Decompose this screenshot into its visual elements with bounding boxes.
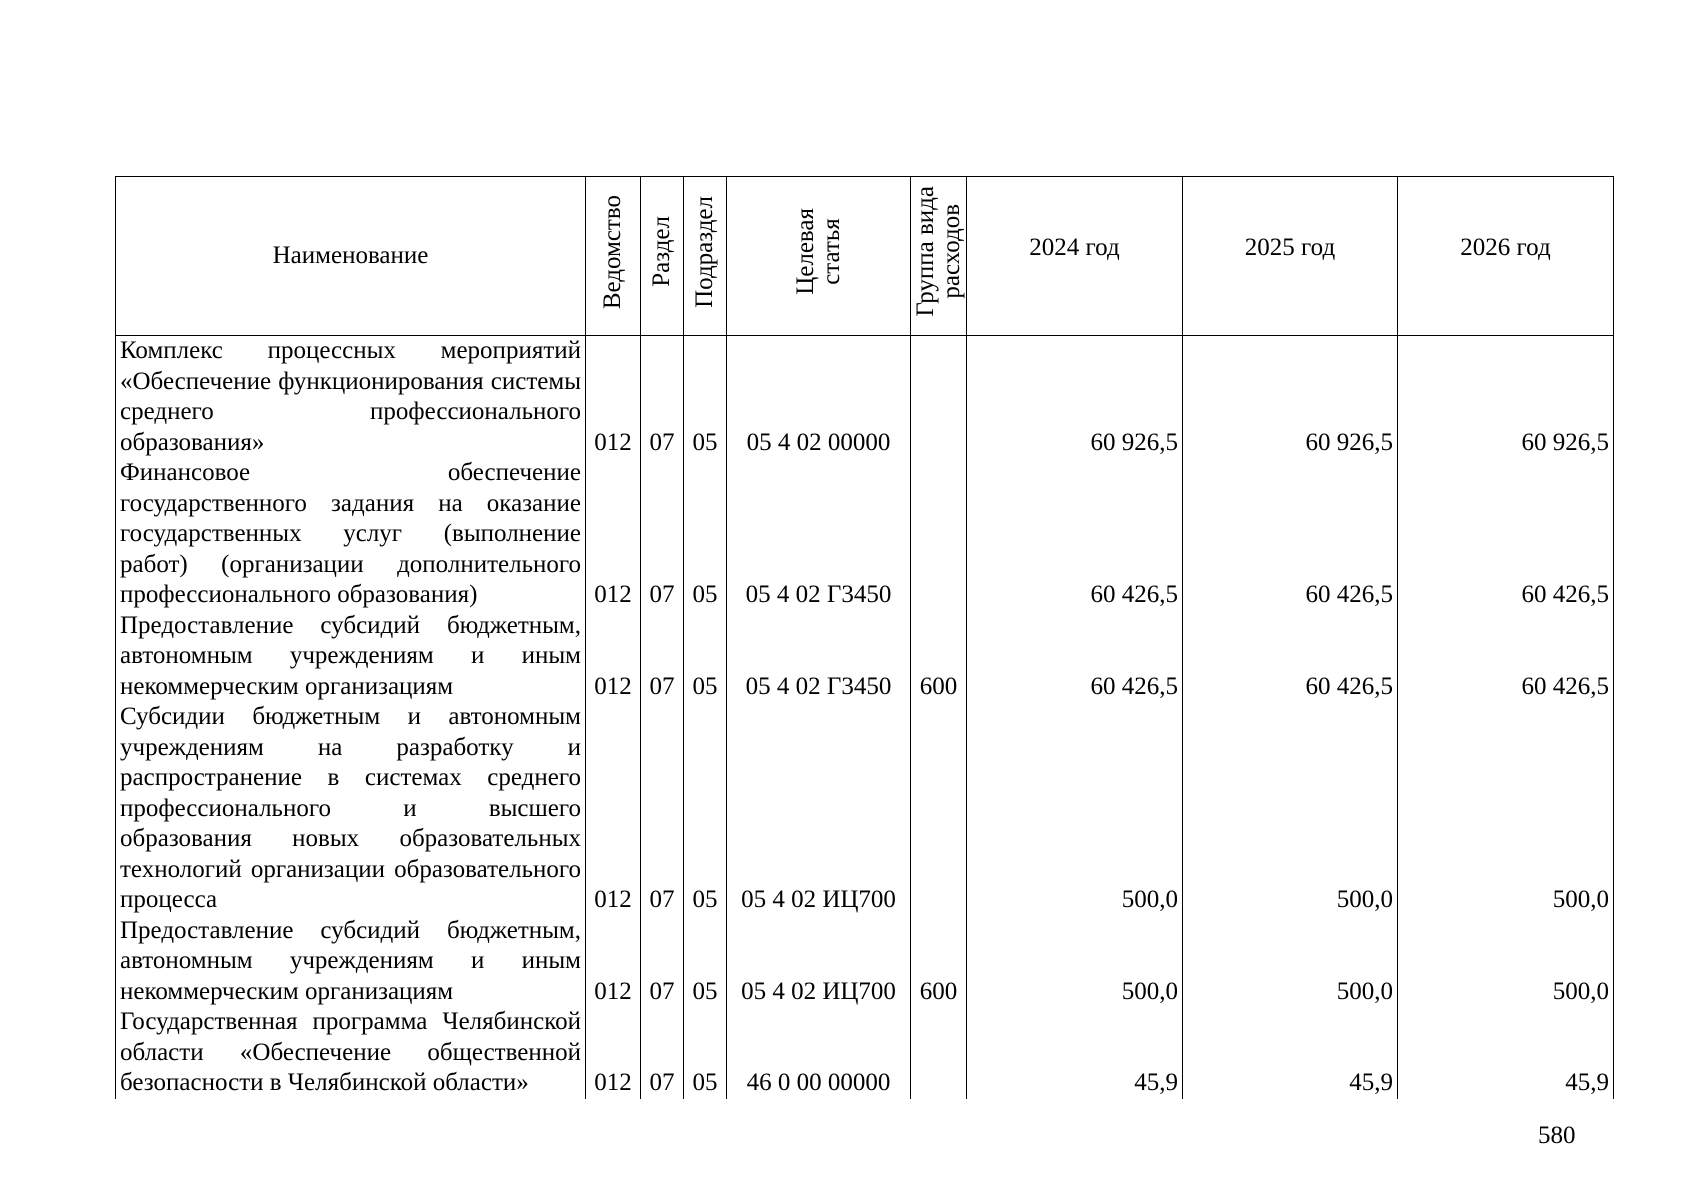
row-celevaya: 05 4 02 Г3450 bbox=[727, 458, 911, 611]
row-vedomstvo: 012 bbox=[586, 458, 641, 611]
row-2024: 45,9 bbox=[967, 1007, 1183, 1099]
row-podrazdel: 05 bbox=[684, 1007, 727, 1099]
row-2025: 500,0 bbox=[1183, 916, 1398, 1008]
row-name: Предоставление субсидий бюджетным, автономным учреждениям и иным некоммерческим организациям bbox=[116, 916, 586, 1008]
row-podrazdel: 05 bbox=[684, 611, 727, 703]
row-2024: 60 426,5 bbox=[967, 611, 1183, 703]
row-razdel: 07 bbox=[641, 916, 684, 1008]
row-2025: 60 426,5 bbox=[1183, 458, 1398, 611]
row-vedomstvo: 012 bbox=[586, 336, 641, 459]
row-vedomstvo: 012 bbox=[586, 916, 641, 1008]
row-razdel: 07 bbox=[641, 611, 684, 703]
table-row bbox=[116, 1007, 1614, 1099]
header-row bbox=[116, 177, 1614, 336]
row-2025: 500,0 bbox=[1183, 702, 1398, 916]
row-2025: 60 926,5 bbox=[1183, 336, 1398, 459]
table-row bbox=[116, 458, 1614, 611]
row-razdel: 07 bbox=[641, 702, 684, 916]
row-2026: 500,0 bbox=[1398, 702, 1614, 916]
table-row bbox=[116, 611, 1614, 703]
row-name: Финансовое обеспечение государственного задания на оказание государственных услуг (выполнение работ) (организации дополнительного профессионального образования) bbox=[116, 458, 586, 611]
row-podrazdel: 05 bbox=[684, 702, 727, 916]
row-vedomstvo: 012 bbox=[586, 1007, 641, 1099]
row-2024: 500,0 bbox=[967, 916, 1183, 1008]
row-2026: 60 426,5 bbox=[1398, 458, 1614, 611]
table-row bbox=[116, 702, 1614, 916]
row-2025: 45,9 bbox=[1183, 1007, 1398, 1099]
row-gruppa bbox=[911, 458, 967, 611]
row-gruppa: 600 bbox=[911, 916, 967, 1008]
row-2026: 45,9 bbox=[1398, 1007, 1614, 1099]
row-2026: 60 926,5 bbox=[1398, 336, 1614, 459]
row-name: Комплекс процессных мероприятий «Обеспечение функционирования системы среднего профессионального образования» bbox=[116, 336, 586, 459]
row-celevaya: 05 4 02 00000 bbox=[727, 336, 911, 459]
row-podrazdel: 05 bbox=[684, 336, 727, 459]
row-gruppa bbox=[911, 1007, 967, 1099]
row-name: Государственная программа Челябинской области «Обеспечение общественной безопасности в Челябинской области» bbox=[116, 1007, 586, 1099]
row-podrazdel: 05 bbox=[684, 916, 727, 1008]
header-celevaya: Целевая статья bbox=[727, 177, 911, 336]
header-razdel: Раздел bbox=[641, 177, 684, 336]
header-2025: 2025 год bbox=[1183, 177, 1398, 336]
row-razdel: 07 bbox=[641, 1007, 684, 1099]
row-2025: 60 426,5 bbox=[1183, 611, 1398, 703]
table-row bbox=[116, 916, 1614, 1008]
row-podrazdel: 05 bbox=[684, 458, 727, 611]
row-celevaya: 46 0 00 00000 bbox=[727, 1007, 911, 1099]
row-razdel: 07 bbox=[641, 458, 684, 611]
row-2024: 60 926,5 bbox=[967, 336, 1183, 459]
row-2026: 500,0 bbox=[1398, 916, 1614, 1008]
budget-table bbox=[115, 176, 1614, 1099]
row-gruppa: 600 bbox=[911, 611, 967, 703]
row-razdel: 07 bbox=[641, 336, 684, 459]
row-gruppa bbox=[911, 336, 967, 459]
row-2026: 60 426,5 bbox=[1398, 611, 1614, 703]
row-name: Предоставление субсидий бюджетным, автономным учреждениям и иным некоммерческим организациям bbox=[116, 611, 586, 703]
row-gruppa bbox=[911, 702, 967, 916]
row-celevaya: 05 4 02 ИЦ700 bbox=[727, 916, 911, 1008]
header-name: Наименование bbox=[116, 177, 586, 336]
row-2024: 500,0 bbox=[967, 702, 1183, 916]
header-vedomstvo: Ведомство bbox=[586, 177, 641, 336]
row-vedomstvo: 012 bbox=[586, 611, 641, 703]
row-celevaya: 05 4 02 ИЦ700 bbox=[727, 702, 911, 916]
header-2024: 2024 год bbox=[967, 177, 1183, 336]
header-2026: 2026 год bbox=[1398, 177, 1614, 336]
row-2024: 60 426,5 bbox=[967, 458, 1183, 611]
header-podrazdel: Подраздел bbox=[684, 177, 727, 336]
row-vedomstvo: 012 bbox=[586, 702, 641, 916]
header-gruppa: Группа вида расходов bbox=[911, 177, 967, 336]
row-name: Субсидии бюджетным и автономным учреждениям на разработку и распространение в системах среднего профессионального и высшего образования новых образовательных технологий организации образовательного процесса bbox=[116, 702, 586, 916]
row-celevaya: 05 4 02 Г3450 bbox=[727, 611, 911, 703]
page-number: 580 bbox=[1538, 1122, 1576, 1149]
table-row bbox=[116, 336, 1614, 459]
